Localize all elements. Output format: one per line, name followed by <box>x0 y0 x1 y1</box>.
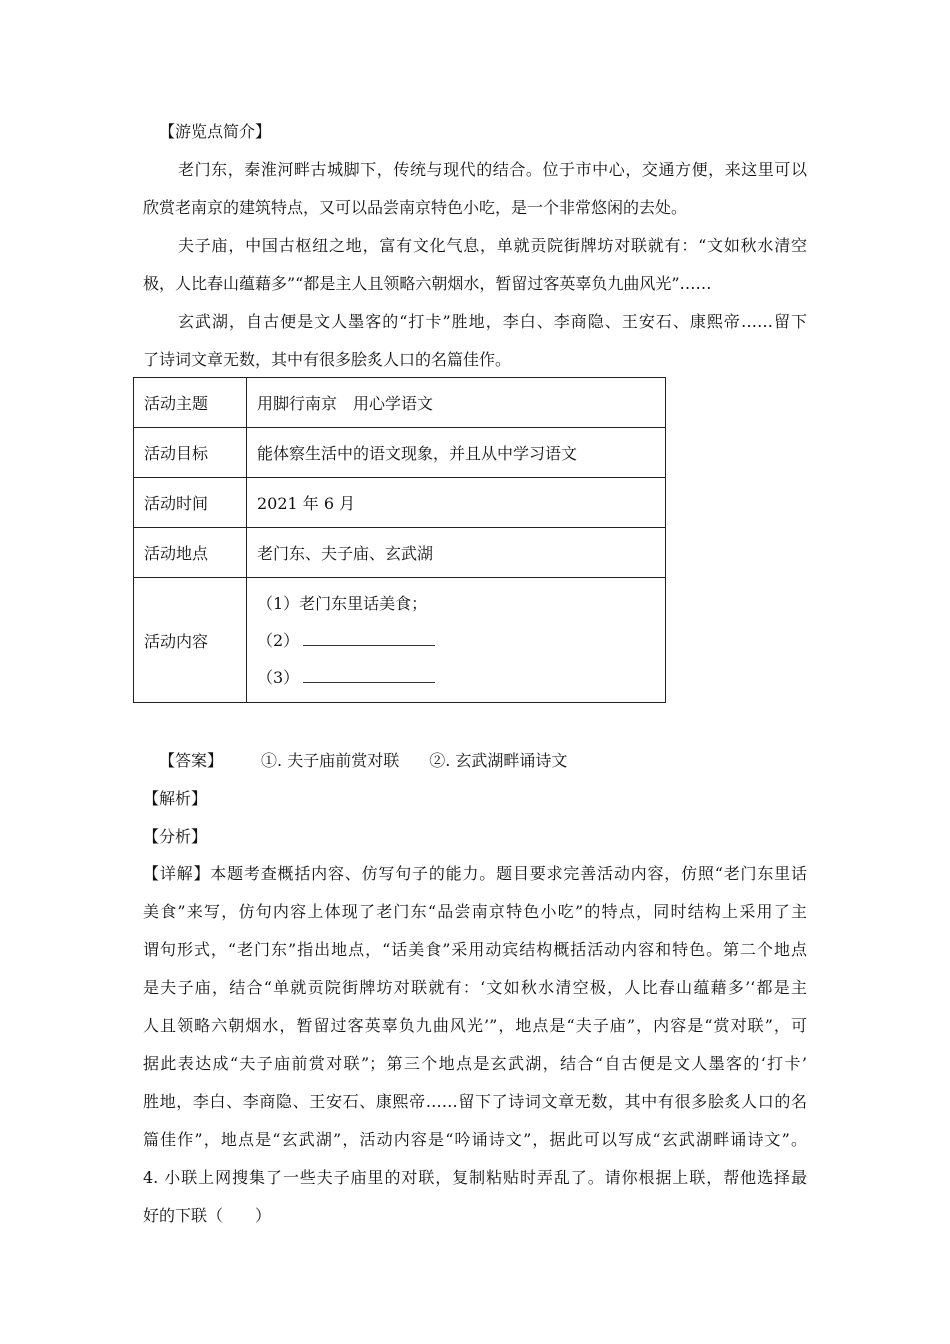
detail-line-8: 篇佳作”，地点是“玄武湖”，活动内容是“吟诵诗文”，据此可以写成“玄武湖畔诵诗文”。 <box>143 1130 807 1149</box>
content-item-2-row <box>257 622 655 659</box>
table-row <box>134 528 666 578</box>
fill-in-blank-3 <box>303 666 435 683</box>
intro-paragraph-fuzimiao-line1: 夫子庙，中国古枢纽之地，富有文化气息，单就贡院街牌坊对联就有：“文如秋水清空 <box>178 236 807 255</box>
row-value-location: 老门东、夫子庙、玄武湖 <box>247 528 666 578</box>
answer-line <box>159 750 567 772</box>
intro-paragraph-laomendong-line1: 老门东，秦淮河畔古城脚下，传统与现代的结合。位于市中心，交通方便，来这里可以 <box>178 160 807 179</box>
row-label-time: 活动时间 <box>134 478 247 528</box>
answer-item-1: ①. 夫子庙前赏对联 <box>261 751 400 770</box>
row-label-theme: 活动主题 <box>134 378 247 428</box>
analysis-tag: 【解析】 <box>143 789 208 808</box>
detail-line-1-text: 本题考查概括内容、仿写句子的能力。题目要求完善活动内容，仿照“老门东里话 <box>210 864 807 883</box>
fill-in-blank-2 <box>303 629 435 646</box>
content-item-1: （1）老门东里话美食； <box>257 593 428 613</box>
row-value-time: 2021 年 6 月 <box>247 478 666 528</box>
table-row <box>134 378 666 428</box>
row-value-content <box>247 578 666 703</box>
detail-line-5: 人且领略六朝烟水，暂留过客英辜负九曲风光’”，地点是“夫子庙”，内容是“赏对联”，可 <box>143 1016 807 1035</box>
table-row <box>134 478 666 528</box>
fenxi-tag: 【分析】 <box>143 827 208 846</box>
intro-paragraph-laomendong-line2: 欣赏老南京的建筑特点，又可以品尝南京特色小吃，是一个非常悠闲的去处。 <box>143 198 688 217</box>
detail-tag: 【详解】 <box>143 864 211 883</box>
table-row <box>134 428 666 478</box>
table-row <box>134 578 666 703</box>
intro-heading: 【游览点简介】 <box>159 122 272 141</box>
question-4-line1: 4. 小联上网搜集了一些夫子庙里的对联，复制粘贴时弄乱了。请你根据上联，帮他选择最 <box>143 1168 807 1187</box>
content-item-2: （2） <box>257 630 300 650</box>
row-value-goal: 能体察生活中的语文现象，并且从中学习语文 <box>247 428 666 478</box>
answer-tag: 【答案】 <box>159 751 224 770</box>
intro-paragraph-xuanwuhu-line1: 玄武湖，自古便是文人墨客的“打卡”胜地，李白、李商隐、王安石、康熙帝……留下 <box>178 312 807 331</box>
question-4-line2: 好的下联（ ） <box>143 1206 272 1225</box>
intro-paragraph-fuzimiao-line2: 极，人比春山蕴藉多”“都是主人且领略六朝烟水，暂留过客英辜负九曲风光”…… <box>143 274 712 293</box>
detail-line-3: 谓句形式，“老门东”指出地点，“话美食”采用动宾结构概括活动内容和特色。第二个地点 <box>143 940 807 959</box>
row-label-location: 活动地点 <box>134 528 247 578</box>
content-item-3: （3） <box>257 667 300 687</box>
row-label-content: 活动内容 <box>134 578 247 703</box>
answer-item-2: ②. 玄武湖畔诵诗文 <box>429 751 568 770</box>
detail-line-7: 胜地，李白、李商隐、王安石、康熙帝……留下了诗词文章无数，其中有很多脍炙人口的名 <box>143 1092 807 1111</box>
detail-line-1 <box>143 863 807 885</box>
detail-line-4: 是夫子庙，结合“单就贡院街牌坊对联就有：‘文如秋水清空极，人比春山蕴藉多’‘都是主 <box>143 978 807 997</box>
detail-line-2: 美食”来写，仿句内容上体现了老门东“品尝南京特色小吃”的特点，同时结构上采用了主 <box>143 902 807 921</box>
intro-paragraph-xuanwuhu-line2: 了诗词文章无数，其中有很多脍炙人口的名篇佳作。 <box>143 350 512 369</box>
activity-table <box>133 377 666 703</box>
row-label-goal: 活动目标 <box>134 428 247 478</box>
detail-line-6: 据此表达成“夫子庙前赏对联”；第三个地点是玄武湖，结合“自古便是文人墨客的‘打卡’ <box>143 1054 807 1073</box>
row-value-theme: 用脚行南京 用心学语文 <box>247 378 666 428</box>
content-item-3-row <box>257 659 655 696</box>
